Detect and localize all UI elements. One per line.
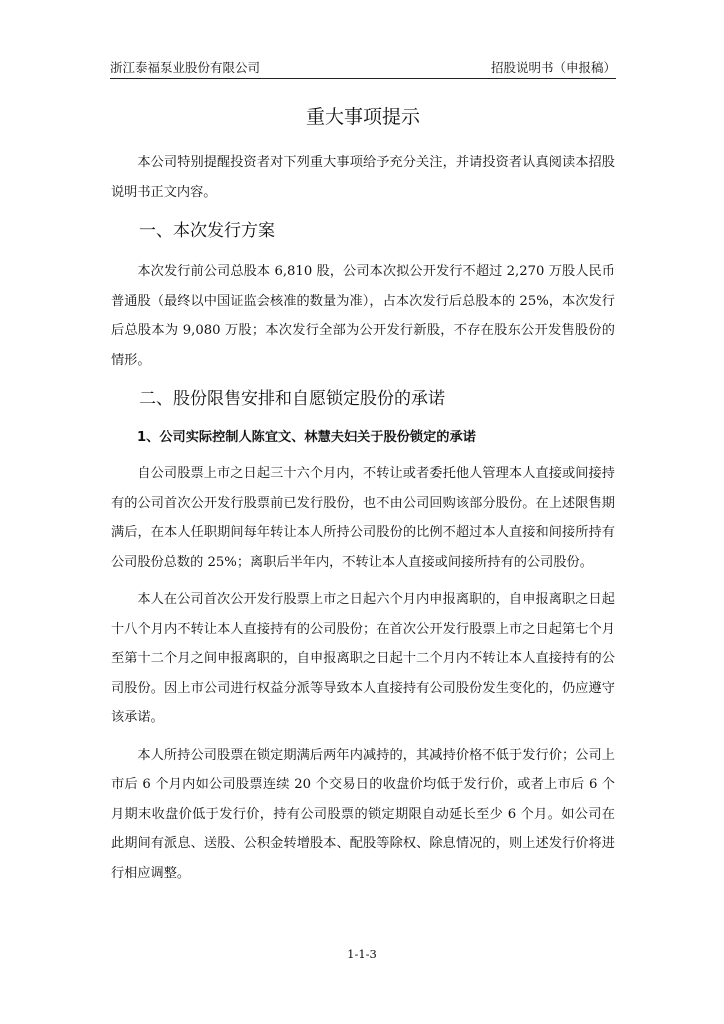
intro-paragraph: 本公司特别提醒投资者对下列重大事项给予充分关注，并请投资者认真阅读本招股说明书正文内容。 (111, 155, 615, 200)
subheading-controller-commitment: 1、公司实际控制人陈宜文、林慧夫妇关于股份锁定的承诺 (137, 430, 476, 445)
running-header (110, 58, 616, 79)
lockup-paragraph-1: 自公司股票上市之日起三十六个月内，不转让或者委托他人管理本人直接或间接持有的公司首次公开发行股票前已发行股份，也不由公司回购该部分股份。在上述限售期满后，在本人任职期间每年转让本人所持公司股份的比例不超过本人直接和间接所持有公司股份总数的 25%；离职后半年内，不转让本人直接或间接所持有的公司股份。 (111, 466, 615, 570)
lockup-paragraph-2: 本人在公司首次公开发行股票上市之日起六个月内申报离职的，自申报离职之日起十八个月内不转让本人直接持有的公司股份；在首次公开发行股票上市之日起第七个月至第十二个月之间申报离职的，自申报离职之日起十二个月内不转让本人直接持有的公司股份。因上市公司进行权益分派等导致本人直接持有公司股份发生变化的，仍应遵守该承诺。 (111, 592, 615, 725)
header-document-type: 招股说明书（申报稿） (490, 60, 616, 75)
lockup-paragraph-3: 本人所持公司股票在锁定期满后两年内减持的，其减持价格不低于发行价；公司上市后 6 个月内如公司股票连续 20 个交易日的收盘价均低于发行价，或者上市后 6 个月期末收盘价低于发行价，持有公司股票的锁定期限自动延长至少 6 个月。如公司在此期间有派息、送股、公积金转增股本、配股等除权、除息情况的，则上述发行价将进行相应调整。 (111, 747, 615, 881)
page-number: 1-1-3 (347, 947, 377, 961)
document-body (111, 102, 615, 888)
section-heading-issuance-plan: 一、本次发行方案 (139, 221, 275, 241)
page-title: 重大事项提示 (305, 106, 420, 128)
issuance-plan-paragraph: 本次发行前公司总股本 6,810 股，公司本次拟公开发行不超过 2,270 万股人民币普通股（最终以中国证监会核准的数量为准），占本次发行后总股本的 25%，本次发行后总股本为 9,080 万股；本次发行全部为公开发行新股，不存在股东公开发售股份的情形。 (111, 264, 615, 368)
header-company-name: 浙江泰福泵业股份有限公司 (110, 60, 261, 75)
section-heading-lockup: 二、股份限售安排和自愿锁定股份的承诺 (139, 389, 445, 409)
